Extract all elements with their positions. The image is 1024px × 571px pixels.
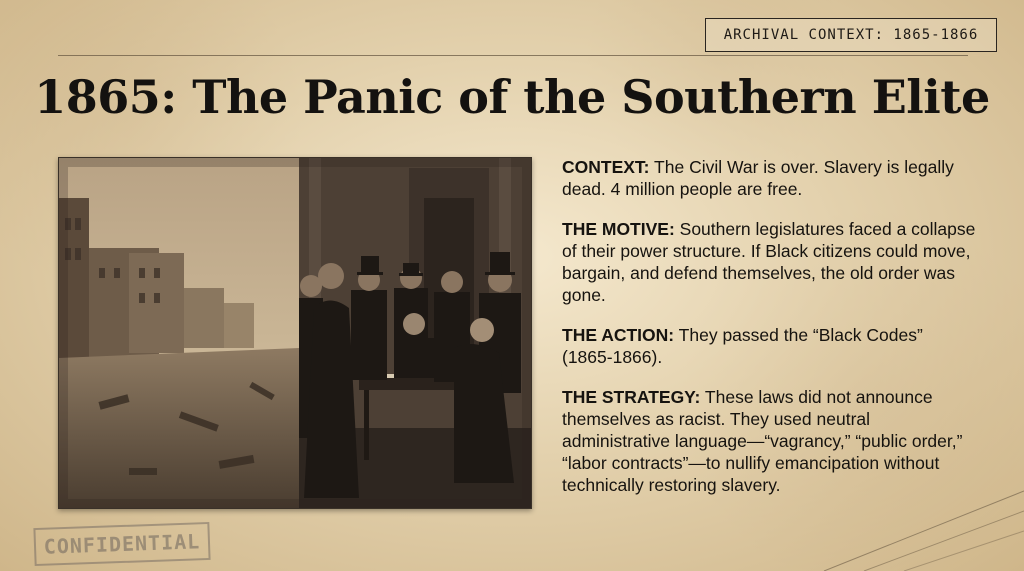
confidential-stamp: CONFIDENTIAL [33, 522, 210, 566]
action-paragraph [562, 324, 977, 368]
strategy-text: These laws did not announce themselves as racist. They used neutral administrative language—“vagrancy,” “public order,” “labor contracts”—to nullify emancipation without technically restoring slavery. [562, 387, 963, 495]
context-label: CONTEXT: [562, 157, 650, 177]
photo-illustration [59, 158, 531, 508]
action-text: They passed the “Black Codes” (1865-1866). [562, 325, 923, 367]
motive-paragraph [562, 218, 977, 306]
context-paragraph [562, 156, 977, 200]
header-rule [58, 55, 968, 56]
strategy-label: THE STRATEGY: [562, 387, 701, 407]
historical-photo [58, 157, 532, 509]
decorative-corner-lines [804, 461, 1024, 571]
action-label: THE ACTION: [562, 325, 675, 345]
archival-context-badge: ARCHIVAL CONTEXT: 1865-1866 [705, 18, 997, 52]
page-title: 1865: The Panic of the Southern Elite [34, 70, 990, 124]
motive-label: THE MOTIVE: [562, 219, 675, 239]
motive-text: Southern legislatures faced a collapse of their power structure. If Black citizens could move, bargain, and defend themselves, the old order was gone. [562, 219, 976, 305]
context-text: The Civil War is over. Slavery is legally dead. 4 million people are free. [562, 157, 954, 199]
